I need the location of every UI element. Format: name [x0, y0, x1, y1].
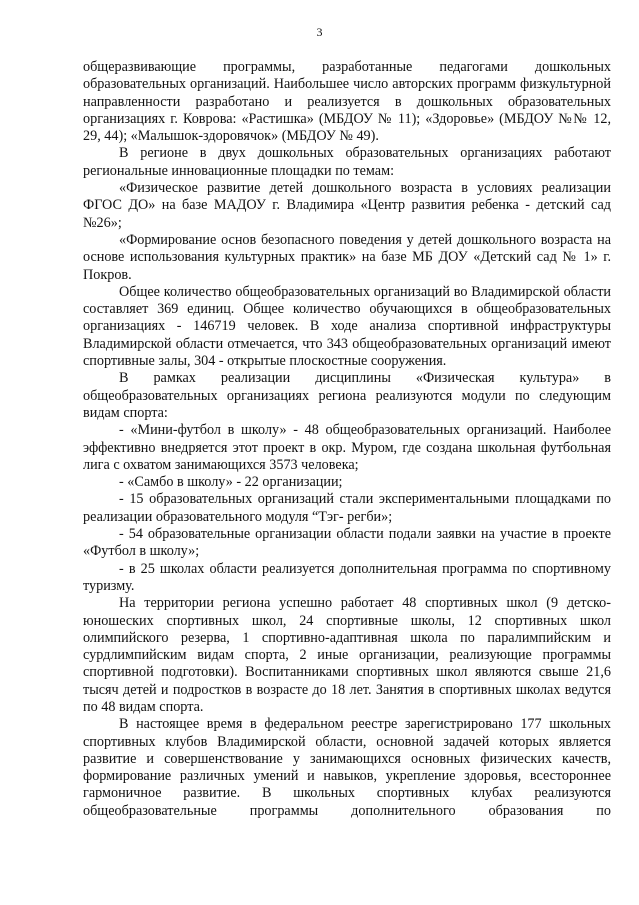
list-item-sambo: - «Самбо в школу» - 22 организации;	[119, 474, 343, 491]
paragraph-school-sports-clubs: В настоящее время в федеральном реестре зарегистрировано 177 школьных спортивных клубов Владимирской области, основной задачей которых является развитие и совершенствование у занимающихся основных физических качеств, формирование различных умений и навыков, укрепление здоровья, всестороннее гармоничное развитие. В школьных спортивных клубах реализуются общеобразовательные программы дополнительного образования по	[83, 716, 611, 819]
paragraph-physical-culture-modules: В рамках реализации дисциплины «Физическая культура» в общеобразовательных организациях региона реализуются модули по следующим видам спорта:	[83, 370, 611, 421]
paragraph-preschool-programs: общеразвивающие программы, разработанные педагогами дошкольных образовательных организаций. Наибольшее число авторских программ физкультурной направленности разработано и реализуется в дошкольных образовательных организациях г. Коврова: «Растишка» (МБДОУ № 11); «Здоровье» (МБДОУ №№ 12, 29, 44); «Малышок-здоровячок» (МБДОУ № 49).	[83, 59, 611, 145]
list-item-tag-rugby: - 15 образовательных организаций стали экспериментальными площадками по реализации образовательного модуля “Тэг- регби»;	[83, 491, 611, 525]
list-item-mini-football: - «Мини-футбол в школу» - 48 общеобразовательных организаций. Наиболее эффективно внедряется этот проект в окр. Муром, где создана школьная футбольная лига с охватом занимающихся 3573 человека;	[83, 422, 611, 473]
paragraph-physical-development-topic: «Физическое развитие детей дошкольного возраста в условиях реализации ФГОС ДО» на базе МАДОУ г. Владимира «Центр развития ребенка - детский сад №26»;	[83, 180, 611, 231]
paragraph-sports-schools: На территории региона успешно работает 48 спортивных школ (9 детско-юношеских спортивных школ, 24 спортивные школы, 12 спортивных школ олимпийского резерва, 1 спортивно-адаптивная школа по паралимпийским и сурдлимпийским видам спорта, 2 иные организации, реализующие программы спортивной подготовки). Воспитанниками спортивных школ являются свыше 21,6 тысяч детей и подростков в возрасте до 18 лет. Занятия в спортивных школах ведутся по 48 видам спорта.	[83, 595, 611, 715]
list-item-football-in-school: - 54 образовательные организации области подали заявки на участие в проекте «Футбол в школу»;	[83, 526, 611, 560]
list-item-sports-tourism: - в 25 школах области реализуется дополнительная программа по спортивному туризму.	[83, 560, 611, 594]
document-body	[83, 59, 611, 820]
page-number: 3	[316, 25, 323, 39]
paragraph-innovation-sites: В регионе в двух дошкольных образовательных организациях работают региональные инновационные площадки по темам:	[83, 145, 611, 179]
paragraph-safe-behavior-topic: «Формирование основ безопасного поведения у детей дошкольного возраста на основе использования культурных практик» на базе МБ ДОУ «Детский сад № 1» г. Покров.	[83, 231, 611, 283]
paragraph-general-education-stats: Общее количество общеобразовательных организаций во Владимирской области составляет 369 единиц. Общее количество обучающихся в общеобразовательных организациях - 146719 человек. В ходе анализа спортивной инфраструктуры Владимирской области отмечается, что 343 общеобразовательных организаций имеют спортивные залы, 304 - открытые плоскостные сооружения.	[83, 283, 611, 370]
